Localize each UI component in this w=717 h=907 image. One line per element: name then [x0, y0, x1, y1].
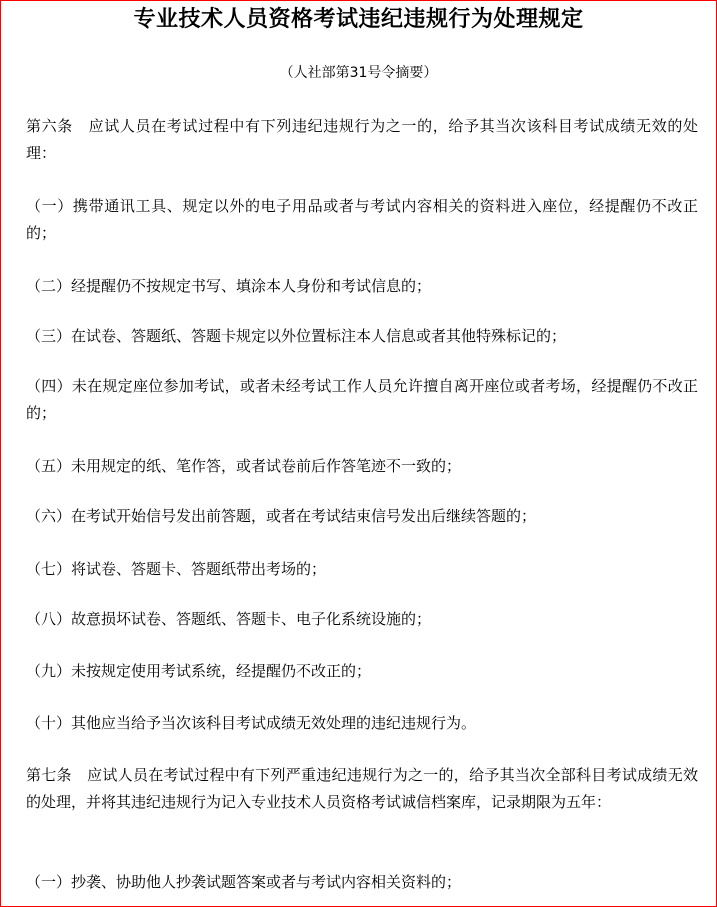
article-7-intro: 第七条 应试人员在考试过程中有下列严重违纪违规行为之一的，给予其当次全部科目考试成绩无效的处理，并将其违纪违规行为记入专业技术人员资格考试诚信档案库，记录期限为五年：: [26, 766, 698, 811]
article-6-item-7: （七）将试卷、答题卡、答题纸带出考场的；: [26, 560, 327, 578]
article-6-item-1: （一）携带通讯工具、规定以外的电子用品或者与考试内容相关的资料进入座位，经提醒仍不改正的；: [26, 197, 698, 242]
article-6-item-8: （八）故意损坏试卷、答题纸、答题卡、电子化系统设施的；: [26, 610, 432, 628]
article-6-item-2: （二）经提醒仍不按规定书写、填涂本人身份和考试信息的；: [26, 277, 432, 295]
article-6-item-4: （四）未在规定座位参加考试，或者未经考试工作人员允许擅自离开座位或者考场，经提醒仍不改正的；: [26, 377, 698, 422]
document-subtitle: （人社部第31号令摘要）: [279, 65, 438, 81]
article-6-item-10: （十）其他应当给予当次该科目考试成绩无效处理的违纪违规行为。: [26, 714, 477, 732]
article-6-intro: 第六条 应试人员在考试过程中有下列违纪违规行为之一的，给予其当次该科目考试成绩无效的处理：: [26, 117, 698, 162]
document-title: 专业技术人员资格考试违纪违规行为处理规定: [133, 6, 584, 32]
article-6-item-5: （五）未用规定的纸、笔作答，或者试卷前后作答笔迹不一致的；: [26, 457, 462, 475]
article-6-item-9: （九）未按规定使用考试系统，经提醒仍不改正的；: [26, 662, 372, 680]
article-6-item-3: （三）在试卷、答题纸、答题卡规定以外位置标注本人信息或者其他特殊标记的；: [26, 327, 567, 345]
article-7-item-1: （一）抄袭、协助他人抄袭试题答案或者与考试内容相关资料的；: [26, 873, 462, 891]
article-6-item-6: （六）在考试开始信号发出前答题，或者在考试结束信号发出后继续答题的；: [26, 507, 537, 525]
